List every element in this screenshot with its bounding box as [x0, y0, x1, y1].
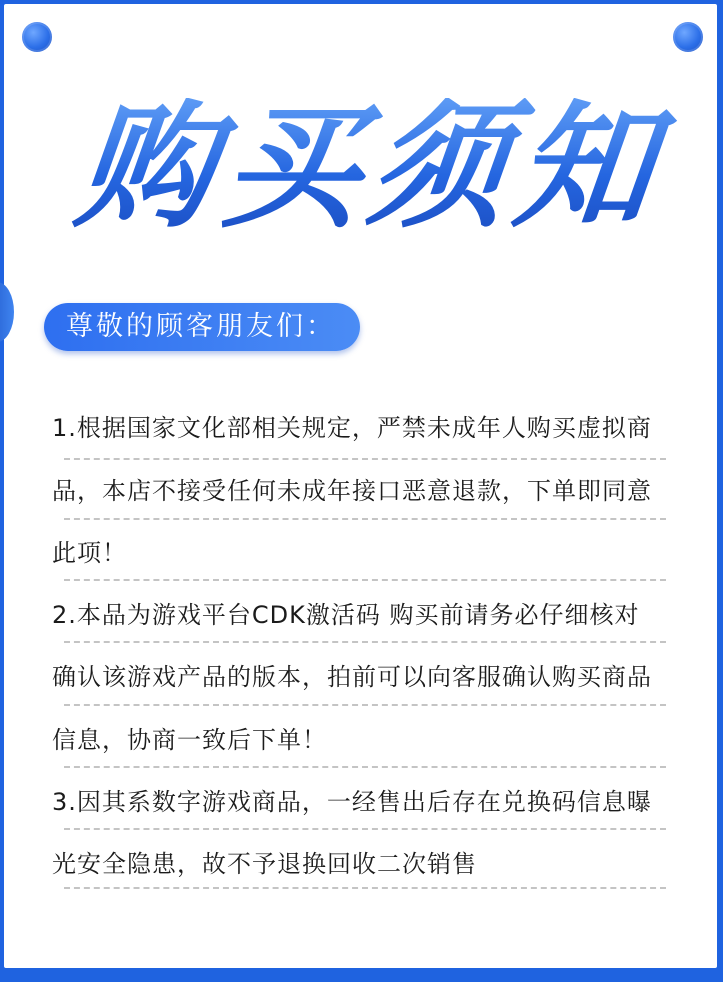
- dashed-divider: [64, 458, 666, 460]
- dashed-divider: [64, 828, 666, 830]
- dashed-divider: [64, 704, 666, 706]
- notice-line: 此项！: [52, 539, 127, 567]
- dashed-divider: [64, 579, 666, 581]
- greeting-banner: 尊敬的顾客朋友们：: [44, 303, 360, 351]
- notice-line: 3.因其系数字游戏商品，一经售出后存在兑换码信息曝: [52, 788, 652, 816]
- notice-line: 1.根据国家文化部相关规定，严禁未成年人购买虚拟商: [52, 414, 652, 442]
- notice-line: 信息，协商一致后下单！: [52, 726, 327, 754]
- rivet-dot-right: [673, 22, 703, 52]
- notice-line: 2.本品为游戏平台CDK激活码 购买前请务必仔细核对: [52, 601, 640, 629]
- dashed-divider: [64, 766, 666, 768]
- notice-line: 确认该游戏产品的版本，拍前可以向客服确认购买商品: [52, 663, 652, 691]
- notice-line: 品，本店不接受任何未成年接口恶意退款，下单即同意: [52, 477, 652, 505]
- dashed-divider: [64, 641, 666, 643]
- dashed-divider: [64, 518, 666, 520]
- rivet-dot-left: [22, 22, 52, 52]
- notice-line: 光安全隐患，故不予退换回收二次销售: [52, 850, 477, 878]
- dashed-divider: [64, 887, 666, 889]
- page-title: 购买须知: [43, 98, 698, 238]
